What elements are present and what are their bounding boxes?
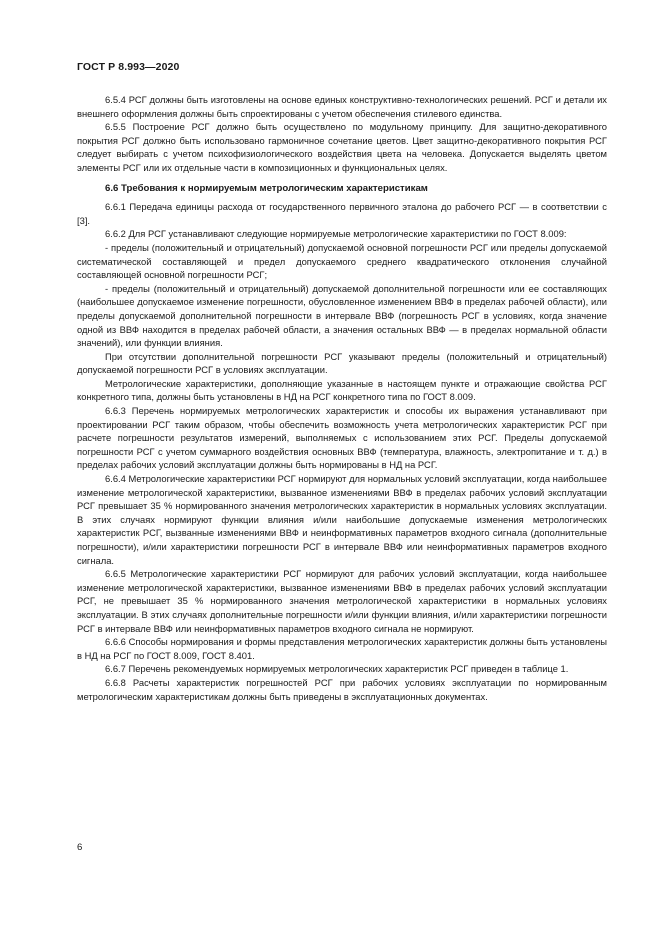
- page-number: 6: [77, 842, 83, 853]
- paragraph-6-6-2: 6.6.2 Для РСГ устанавливают следующие нормируемые метрологические характеристики по ГОСТ 8.009:: [105, 228, 567, 240]
- paragraph-supplementary-characteristics: Метрологические характеристики, дополняющие указанные в настоящем пункте и отражающие свойства РСГ конкретного типа, должны быть установлены в НД на РСГ конкретного типа по ГОСТ 8.009.: [77, 377, 607, 403]
- section-heading: 6.6 Требования к нормируемым метрологическим характеристикам: [105, 182, 428, 194]
- document-body: [77, 93, 607, 703]
- paragraph-6-6-7: 6.6.7 Перечень рекомендуемых нормируемых метрологических характеристик РСГ приведен в таблице 1.: [105, 663, 569, 675]
- paragraph-6-6-3: 6.6.3 Перечень нормируемых метрологических характеристик и способы их выражения устанавливают при проектировании РСГ таким образом, чтобы обеспечить возможность учета метрологических характеристик РСГ при расчете погрешности результатов измерений, выполняемых с использованием этих РСГ. Пределы допускаемой погрешности РСГ с учетом суммарного воздействия основных ВВФ (температура, влажность, электропитание и т. д.) в пределах рабочих условий эксплуатации должны быть нормированы в НД на РСГ.: [77, 405, 607, 471]
- paragraph-6-6-1: 6.6.1 Передача единицы расхода от государственного первичного эталона до рабочего РСГ — в соответствии с [3].: [77, 201, 607, 226]
- list-item-basic-error: - пределы (положительный и отрицательный) допускаемой основной погрешности РСГ или пределы допускаемой систематической составляющей и предел допускаемого среднего квадратического отклонения случайной составляющей основной погрешности РСГ;: [77, 241, 607, 281]
- paragraph-6-6-4: 6.6.4 Метрологические характеристики РСГ нормируют для нормальных условий эксплуатации, когда наибольшее изменение метрологической характеристики, вызванное изменениями ВВФ в пределах рабочих условий эксплуатации РСГ превышает 35 % нормированного значения метрологических характеристик в нормальных условиях эксплуатации. В этих случаях нормируют функции влияния и/или наибольшие допускаемые изменения метрологических характеристик РСГ, вызванные изменениями ВВФ и неинформативных параметров входного сигнала (дополнительные погрешности), и/или характеристики погрешности РСГ в интервале ВВФ или неинформативных параметров входного сигнала.: [77, 473, 607, 566]
- paragraph-6-6-6: 6.6.6 Способы нормирования и формы представления метрологических характеристик должны быть установлены в НД на РСГ по ГОСТ 8.009, ГОСТ 8.401.: [77, 636, 607, 661]
- list-item-additional-error: - пределы (положительный и отрицательный) допускаемой дополнительной погрешности или ее составляющих (наибольшее допускаемое изменение погрешности, обусловленное изменением ВВФ в пределах рабочей области), или пределы допускаемой дополнительной погрешности в интервале ВВФ (погрешность РСГ в условиях, когда значение одной из ВВФ находится в пределах рабочей области, а значения остальных ВВФ — в пределах нормальной области значений), или функции влияния.: [77, 282, 607, 349]
- paragraph-6-5-4: 6.5.4 РСГ должны быть изготовлены на основе единых конструктивно-технологических решений. РСГ и детали их внешнего оформления должны быть спроектированы с учетом обеспечения стилевого единства.: [77, 94, 607, 119]
- paragraph-6-6-5: 6.6.5 Метрологические характеристики РСГ нормируют для рабочих условий эксплуатации, когда наибольшее изменение метрологической характеристики, вызванное изменениями ВВФ в пределах рабочих условий эксплуатации РСГ, не превышает 35 % нормированного значения метрологической характеристики в нормальных условиях эксплуатации. В этих случаях дополнительные погрешности и/или функции влияния, и/или характеристики погрешности РСГ в интервале ВВФ или неинформативных параметров входного сигнала не нормируют.: [77, 568, 607, 634]
- paragraph-6-6-8: 6.6.8 Расчеты характеристик погрешностей РСГ при рабочих условиях эксплуатации по нормированным метрологическим характеристикам должны быть приведены в эксплуатационных документах.: [77, 676, 607, 702]
- paragraph-no-additional-error: При отсутствии дополнительной погрешности РСГ указывают пределы (положительный и отрицательный) допускаемой погрешности РСГ в условиях эксплуатации.: [77, 350, 607, 376]
- paragraph-6-5-5: 6.5.5 Построение РСГ должно быть осуществлено по модульному принципу. Для защитно-декоративного покрытия РСГ должно быть использовано гармоничное сочетание цветов. Цвет защитно-декоративного покрытия РСГ следует выбирать с учетом психофизиологического воздействия цвета на человека. Допускается выделять цветом элементы РСГ или их отдельные части в композиционных и функциональных целях.: [77, 121, 607, 173]
- document-header: ГОСТ Р 8.993—2020: [77, 61, 180, 73]
